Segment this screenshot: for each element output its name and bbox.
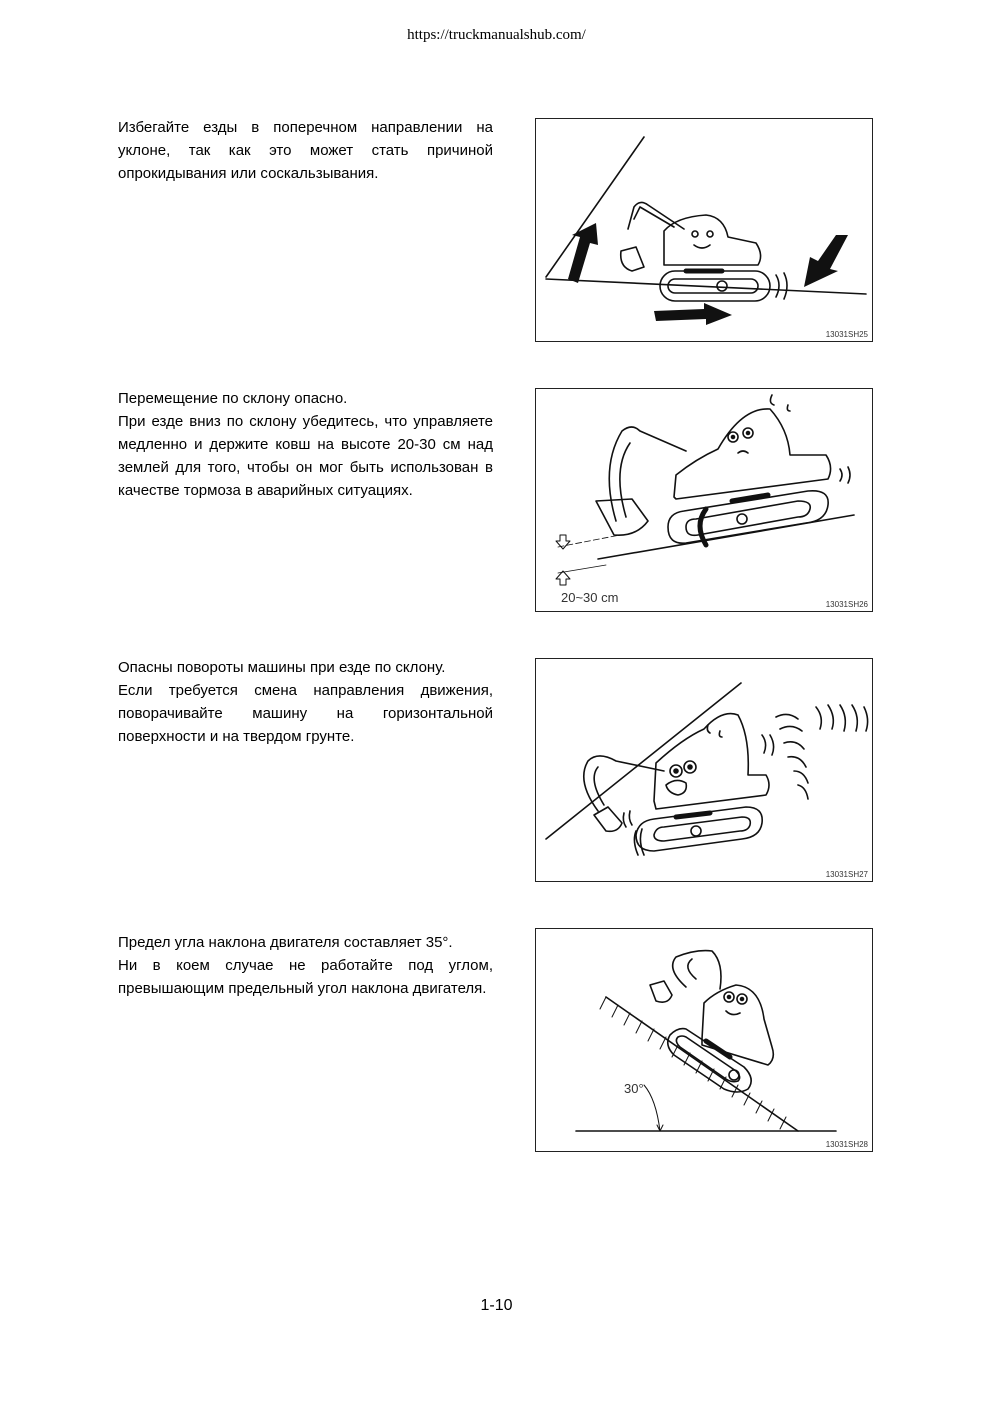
section-2-text [118, 387, 493, 502]
section-1-text [118, 116, 493, 185]
angle-label: 30° [624, 1081, 644, 1096]
dimension-label: 20~30 cm [561, 590, 619, 605]
page-number: 1-10 [480, 1297, 513, 1314]
figure-cross-slope [535, 118, 873, 342]
paragraph: Опасны повороты машины при езде по склону. [118, 659, 446, 676]
figure-code: 13031SH25 [825, 330, 868, 339]
excavator-slope-angle-illustration [536, 929, 872, 1151]
site-url[interactable]: https://truckmanualshub.com/ [407, 27, 586, 43]
excavator-downhill-illustration [536, 389, 872, 611]
figure-turning-on-slope [535, 658, 873, 882]
section-3-text [118, 656, 493, 748]
figure-downhill-bucket [535, 388, 873, 612]
figure-code: 13031SH28 [825, 1140, 868, 1149]
excavator-turning-illustration [536, 659, 872, 881]
excavator-cross-slope-illustration [536, 119, 872, 341]
paragraph: Предел угла наклона двигателя составляет 35°. [118, 934, 453, 951]
paragraph: При езде вниз по склону убедитесь, что управляете медленно и держите ковш на высоте 20-30 см над землей для того, чтобы он мог быть использован в качестве тормоза в аварийных ситуациях. [118, 413, 493, 499]
paragraph: Если требуется смена направления движения, поворачивайте машину на горизонтальной поверхности и на твердом грунте. [118, 682, 493, 745]
paragraph: Избегайте езды в поперечном направлении на уклоне, так как это может стать причиной опрокидывания или соскальзывания. [118, 119, 493, 182]
paragraph: Ни в коем случае не работайте под углом, превышающим предельный угол наклона двигателя. [118, 957, 493, 997]
figure-slope-angle-limit [535, 928, 873, 1152]
figure-code: 13031SH27 [825, 870, 868, 879]
paragraph: Перемещение по склону опасно. [118, 390, 348, 407]
section-4-text [118, 931, 493, 1000]
figure-code: 13031SH26 [825, 600, 868, 609]
